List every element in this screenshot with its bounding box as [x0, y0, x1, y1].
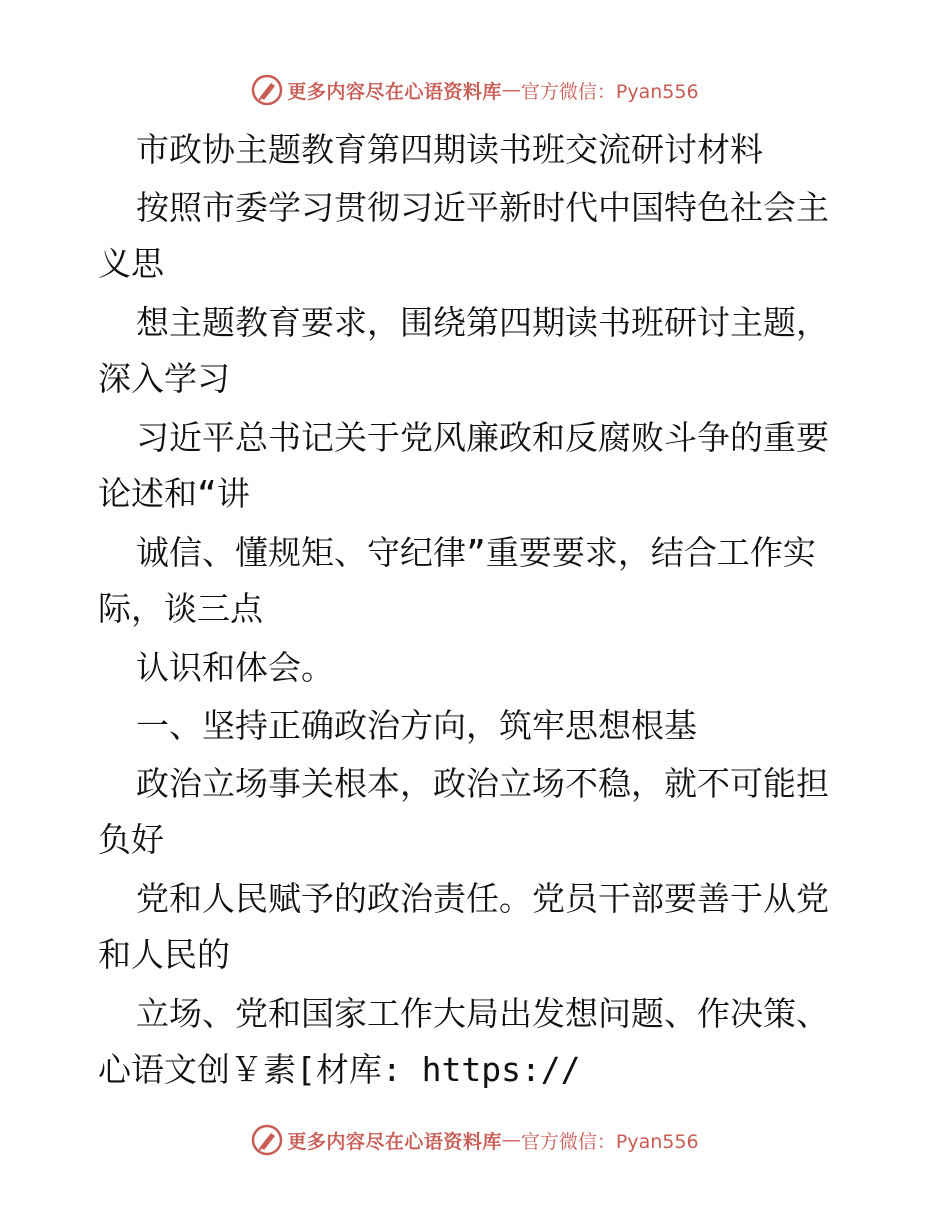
paragraph-line: 立场、党和国家工作大局出发想问题、作决策、	[136, 994, 829, 1033]
paragraph-line: 际，谈三点	[98, 589, 263, 628]
section-heading: 一、坚持正确政治方向，筑牢思想根基	[136, 706, 697, 745]
paragraph-line: 市政协主题教育第四期读书班交流研讨材料	[136, 130, 763, 169]
paragraph-line: 论述和“讲	[98, 474, 250, 513]
footer-banner	[0, 1120, 950, 1160]
pen-logo-icon	[251, 1124, 283, 1156]
paragraph-line: 认识和体会。	[136, 648, 334, 687]
paragraph-line: 政治立场事关根本，政治立场不稳，就不可能担	[136, 764, 829, 803]
banner-dash: —	[501, 79, 521, 101]
banner-dash: —	[501, 1129, 521, 1151]
paragraph-line: 心语文创￥素[材库: https://	[98, 1050, 581, 1089]
header-banner	[0, 70, 950, 110]
paragraph-line: 义思	[98, 244, 164, 283]
banner-contact: 官方微信：Pyan556	[520, 1130, 699, 1153]
paragraph-line: 和人民的	[98, 935, 230, 974]
pen-logo-icon	[251, 74, 283, 106]
paragraph-line: 党和人民赋予的政治责任。党员干部要善于从党	[136, 879, 829, 918]
banner-title: 更多内容尽在心语资料库	[287, 80, 502, 103]
banner-title: 更多内容尽在心语资料库	[287, 1130, 502, 1153]
banner-contact: 官方微信：Pyan556	[520, 80, 699, 103]
paragraph-line: 诚信、懂规矩、守纪律”重要要求，结合工作实	[136, 533, 816, 572]
paragraph-line: 按照市委学习贯彻习近平新时代中国特色社会主	[136, 188, 829, 227]
paragraph-line: 负好	[98, 820, 164, 859]
paragraph-line: 想主题教育要求，围绕第四期读书班研讨主题，	[136, 303, 829, 342]
paragraph-line: 深入学习	[98, 359, 230, 398]
paragraph-line: 习近平总书记关于党风廉政和反腐败斗争的重要	[136, 418, 829, 457]
